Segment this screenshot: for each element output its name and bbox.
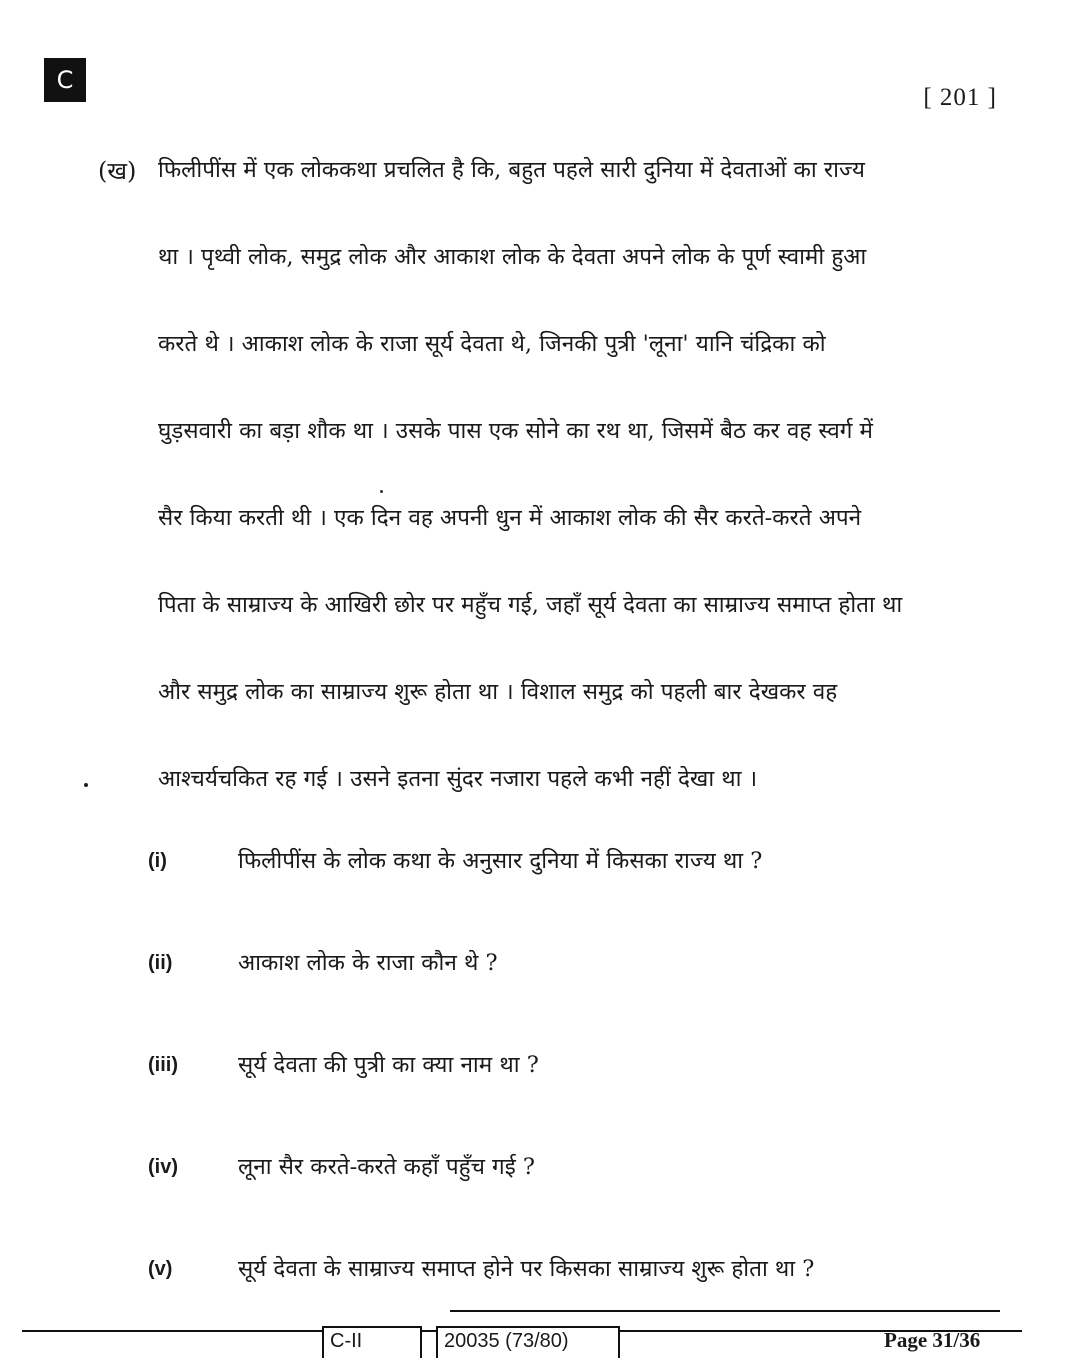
question-1 (148, 844, 1008, 888)
footer-code-box: C-II (322, 1326, 422, 1358)
footer-paper-code-box: 20035 (73/80) (436, 1326, 620, 1358)
footer-divider (450, 1310, 1000, 1312)
question-text: लूना सैर करते-करते कहाँ पहुँच गई ? (238, 1154, 535, 1180)
section-label: (ख) (98, 157, 137, 185)
passage-line: और समुद्र लोक का साम्राज्य शुरू होता था । विशाल समुद्र को पहली बार देखकर वह (158, 679, 838, 705)
passage-line: फिलीपींस में एक लोककथा प्रचलित है कि, बहुत पहले सारी दुनिया में देवताओं का राज्य (158, 157, 865, 183)
question-text: सूर्य देवता की पुत्री का क्या नाम था ? (238, 1052, 539, 1078)
question-3 (148, 1048, 1008, 1092)
question-text: आकाश लोक के राजा कौन थे ? (238, 950, 498, 976)
page-number: Page 31/36 (884, 1328, 981, 1352)
question-5 (148, 1252, 1008, 1296)
stray-mark (380, 490, 383, 493)
question-number: (ii) (148, 952, 173, 974)
question-number: (iii) (148, 1054, 178, 1076)
question-number: (i) (148, 850, 167, 872)
passage-line: था । पृथ्वी लोक, समुद्र लोक और आकाश लोक के देवता अपने लोक के पूर्ण स्वामी हुआ (158, 244, 867, 270)
page-code: [ 201 ] (923, 84, 997, 111)
question-4 (148, 1150, 1008, 1194)
passage-line: सैर किया करती थी । एक दिन वह अपनी धुन में आकाश लोक की सैर करते-करते अपने (158, 505, 862, 531)
stray-mark (84, 783, 88, 787)
passage-line: आश्चर्यचकित रह गई । उसने इतना सुंदर नजारा पहले कभी नहीं देखा था । (158, 766, 758, 792)
passage (158, 150, 1003, 846)
question-text: सूर्य देवता के साम्राज्य समाप्त होने पर किसका साम्राज्य शुरू होता था ? (238, 1256, 815, 1282)
corner-badge: C (44, 58, 86, 102)
passage-line: करते थे । आकाश लोक के राजा सूर्य देवता थे, जिनकी पुत्री 'लूना' यानि चंद्रिका को (158, 331, 826, 357)
question-number: (iv) (148, 1156, 178, 1178)
question-text: फिलीपींस के लोक कथा के अनुसार दुनिया में किसका राज्य था ? (238, 848, 763, 874)
question-number: (v) (148, 1258, 173, 1280)
question-2 (148, 946, 1008, 990)
passage-line: घुड़सवारी का बड़ा शौक था । उसके पास एक सोने का रथ था, जिसमें बैठ कर वह स्वर्ग में (158, 418, 873, 444)
passage-line: पिता के साम्राज्य के आखिरी छोर पर महुँच गई, जहाँ सूर्य देवता का साम्राज्य समाप्त होता था (158, 592, 903, 618)
